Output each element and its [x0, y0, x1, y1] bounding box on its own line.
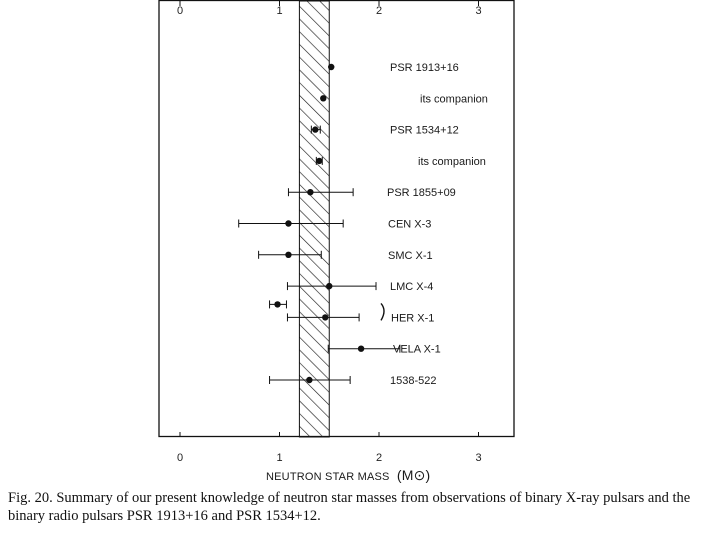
x-tick-label-top: 2 [375, 5, 383, 17]
data-row [270, 300, 435, 324]
object-label: its companion [420, 93, 488, 106]
mass-band [299, 1, 329, 437]
data-row [270, 375, 437, 387]
mass-point [328, 64, 334, 70]
object-label: PSR 1534+12 [390, 124, 459, 137]
x-tick-label-bottom: 2 [375, 452, 383, 464]
object-label: PSR 1913+16 [390, 62, 459, 74]
object-label: SMC X-1 [388, 249, 433, 262]
x-tick-label-bottom: 1 [276, 452, 283, 464]
data-row [320, 93, 488, 105]
mass-point [326, 283, 332, 289]
object-label: LMC X-4 [390, 281, 434, 294]
x-axis-title: NEUTRON STAR MASS (M⊙) [266, 467, 431, 483]
bracket-mark [381, 303, 384, 320]
object-label: VELA X-1 [393, 343, 441, 356]
x-tick-label-bottom: 3 [475, 452, 482, 464]
data-row [316, 156, 486, 168]
mass-point [316, 158, 322, 164]
object-label: 1538-522 [390, 375, 437, 387]
mass-point [320, 95, 326, 101]
x-tick-label-bottom: 0 [176, 452, 184, 464]
data-row [239, 219, 432, 231]
mass-point [285, 220, 291, 226]
x-tick-label-top: 0 [176, 5, 184, 17]
mass-point [312, 126, 318, 132]
object-label: HER X-1 [391, 312, 435, 325]
mass-point [285, 252, 291, 258]
mass-point [322, 314, 328, 320]
data-row [311, 125, 458, 137]
object-label: PSR 1855+09 [387, 187, 456, 200]
x-tick-label-top: 1 [276, 5, 283, 17]
x-tick-label-top: 3 [475, 5, 482, 17]
plot-frame [159, 1, 514, 437]
object-label: its companion [418, 155, 486, 168]
mass-point [307, 189, 313, 195]
mass-point-alt [274, 301, 280, 307]
object-label: CEN X-3 [388, 218, 432, 231]
mass-point [306, 377, 312, 383]
data-row [259, 250, 433, 262]
figure-caption: Fig. 20. Summary of our present knowledge of neutron star masses from observations of binary X-ray pulsars and the binary radio pulsars PSR 1913+16 and PSR 1534+12. [8, 490, 691, 524]
data-row [328, 62, 459, 74]
data-row [328, 344, 440, 356]
mass-point [358, 346, 364, 352]
